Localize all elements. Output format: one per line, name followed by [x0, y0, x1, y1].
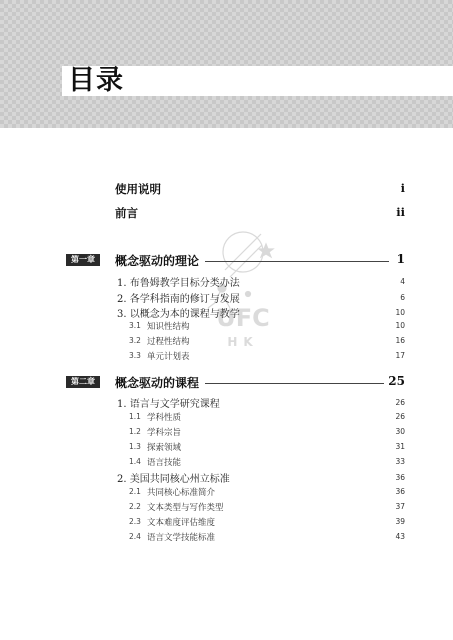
toc-subsection-number: 1.1 [129, 412, 141, 421]
chapter-1-badge: 第一章 [66, 254, 100, 266]
toc-subsection[interactable]: 过程性结构 [147, 337, 190, 347]
toc-section[interactable]: 2. 美国共同核心州立标准 [117, 474, 230, 485]
toc-section[interactable]: 2. 各学科指南的修订与发展 [117, 294, 240, 305]
toc-section[interactable]: 1. 语言与文学研究课程 [117, 399, 220, 410]
toc-subsection[interactable]: 知识性结构 [147, 322, 190, 332]
chapter-2-page: 25 [384, 374, 405, 388]
toc-subsection-page: 37 [395, 502, 405, 511]
toc-subsection-number: 1.3 [129, 442, 141, 451]
toc-section-page: 26 [395, 398, 405, 407]
toc-subsection[interactable]: 语言文学技能标准 [147, 533, 216, 543]
toc-subsection-number: 2.2 [129, 502, 141, 511]
toc-subsection-number: 3.1 [129, 321, 141, 330]
toc-subsection[interactable]: 探索领域 [147, 443, 182, 453]
toc-subsection[interactable]: 学科宗旨 [147, 428, 182, 438]
toc-section-page: 10 [395, 308, 405, 317]
toc-subsection-number: 1.2 [129, 427, 141, 436]
chapter-2-title[interactable]: 概念驱动的课程 [115, 374, 205, 391]
toc-subsection-page: 43 [395, 532, 405, 541]
toc-subsection[interactable]: 语言技能 [147, 458, 182, 468]
toc-subsection-page: 39 [395, 517, 405, 526]
toc-subsection-page: 10 [395, 321, 405, 330]
chapter-1-page: 1 [393, 252, 405, 266]
toc-section[interactable]: 1. 布鲁姆教学目标分类办法 [117, 278, 240, 289]
toc-subsection[interactable]: 学科性质 [147, 413, 182, 423]
watermark-text-top: UFC [216, 304, 270, 332]
toc-subsection-number: 3.3 [129, 351, 141, 360]
toc-subsection-page: 26 [395, 412, 405, 421]
chapter-2-badge: 第二章 [66, 376, 100, 388]
page-title: 目录 [68, 65, 124, 96]
toc-subsection[interactable]: 文本类型与写作类型 [147, 503, 224, 513]
toc-subsection-page: 17 [395, 351, 405, 360]
toc-front-preface[interactable]: 前言 [115, 206, 138, 220]
toc-section-page: 6 [400, 293, 405, 302]
toc-subsection-number: 2.3 [129, 517, 141, 526]
toc-front-preface-page: ii [396, 205, 405, 219]
toc-subsection-page: 31 [395, 442, 405, 451]
toc-subsection[interactable]: 单元计划表 [147, 352, 190, 362]
toc-subsection-page: 36 [395, 487, 405, 496]
toc-section-page: 4 [400, 277, 405, 286]
toc-subsection-number: 2.4 [129, 532, 141, 541]
toc-subsection[interactable]: 文本难度评估维度 [147, 518, 216, 528]
chapter-1-title[interactable]: 概念驱动的理论 [115, 252, 205, 269]
toc-subsection[interactable]: 共同核心标准简介 [147, 488, 216, 498]
toc-subsection-page: 30 [395, 427, 405, 436]
toc-subsection-number: 2.1 [129, 487, 141, 496]
toc-front-usage-page: i [400, 181, 405, 195]
toc-subsection-page: 16 [395, 336, 405, 345]
toc-subsection-number: 3.2 [129, 336, 141, 345]
toc-subsection-number: 1.4 [129, 457, 141, 466]
toc-section[interactable]: 3. 以概念为本的课程与教学 [117, 309, 240, 320]
toc-front-usage[interactable]: 使用说明 [115, 182, 161, 196]
toc-section-page: 36 [395, 473, 405, 482]
toc-subsection-page: 33 [395, 457, 405, 466]
watermark-text-bottom: HK [227, 335, 259, 349]
